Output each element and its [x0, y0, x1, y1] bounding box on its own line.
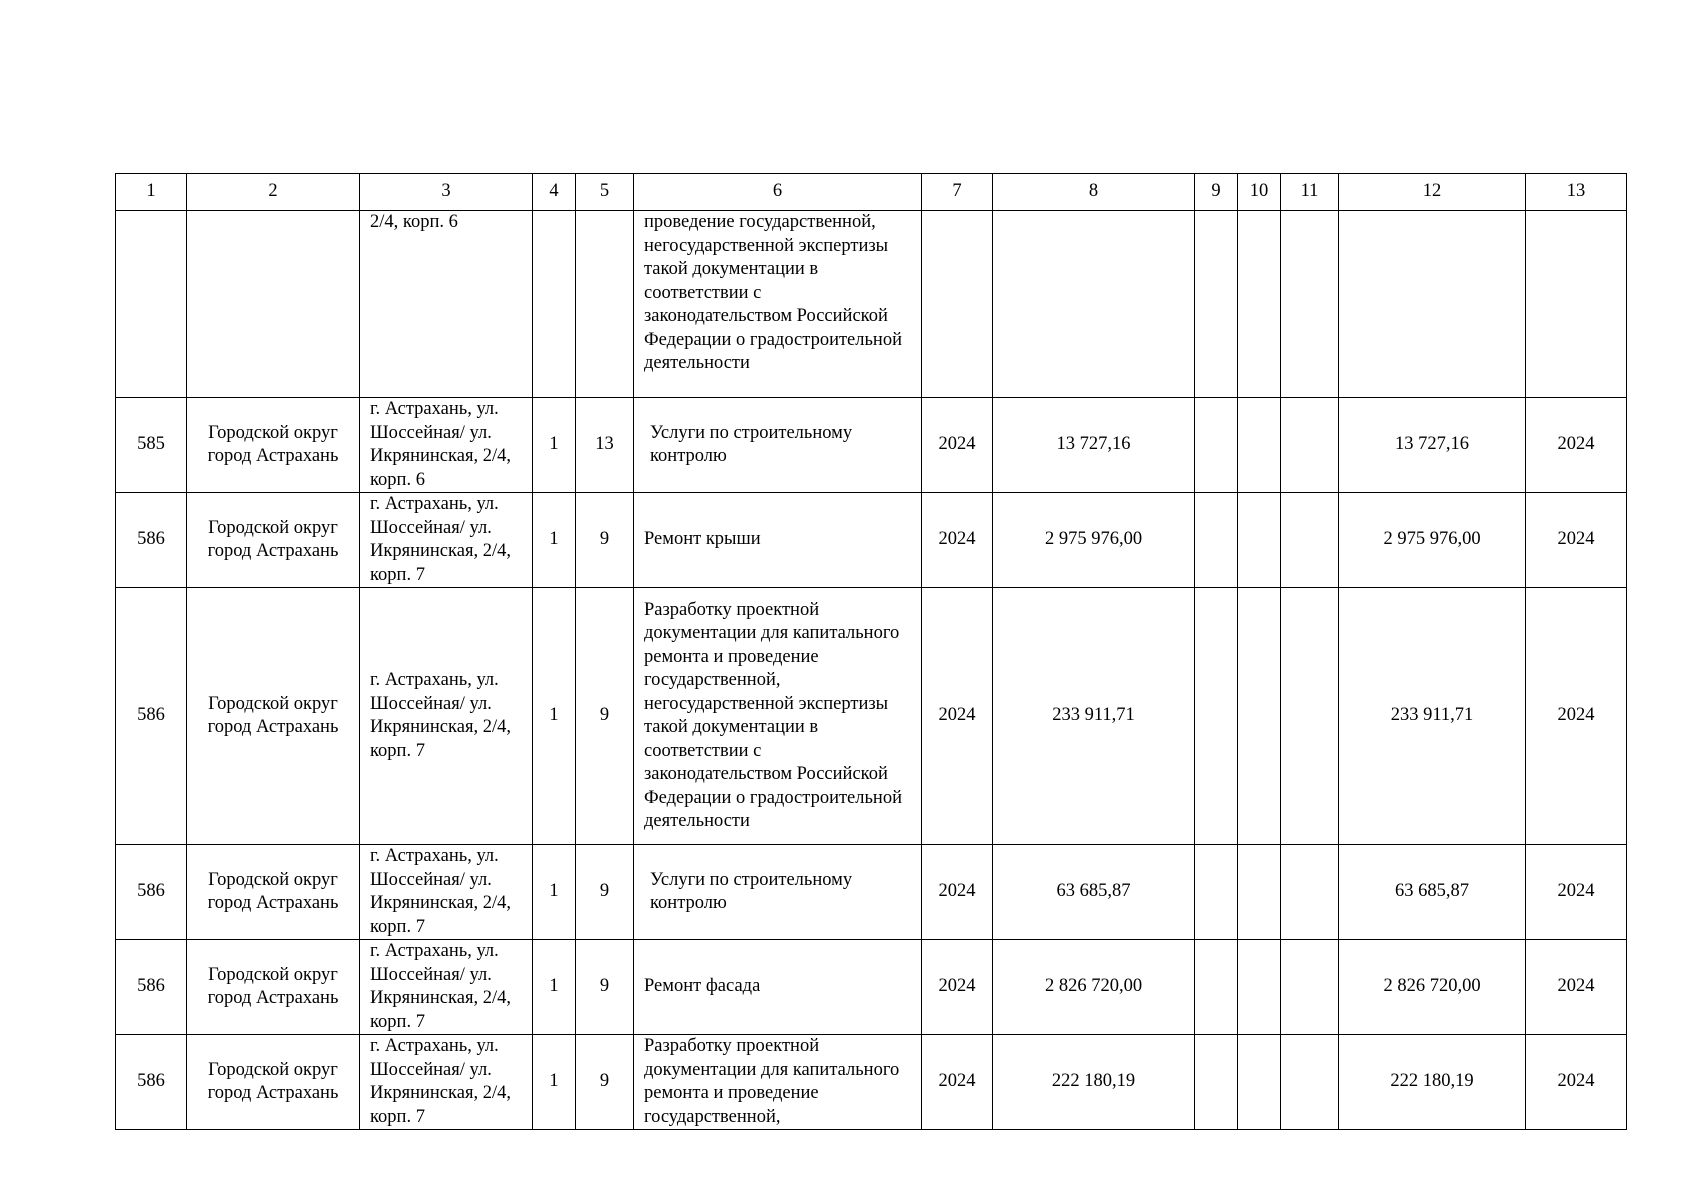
cell-completion-year: 2024: [1526, 398, 1627, 493]
cell-col10: [1238, 493, 1281, 588]
column-header: 13: [1526, 174, 1627, 211]
cell-address: г. Астрахань, ул. Шоссейная/ ул. Икрянинская, 2/4, корп. 7: [360, 940, 533, 1035]
cell-col9: [1195, 493, 1238, 588]
cell-municipality: Городской округ город Астрахань: [187, 1035, 360, 1130]
cell-completion-year: 2024: [1526, 1035, 1627, 1130]
cell-address: 2/4, корп. 6: [360, 211, 533, 398]
cell-number: 586: [116, 1035, 187, 1130]
cell-number: 586: [116, 588, 187, 845]
cell-col10: [1238, 211, 1281, 398]
cell-work-type: Разработку проектной документации для капитального ремонта и проведение государственной, негосударственной экспертизы такой документации в соответствии с законодательством Российской Федерации о градостроительной деятельности: [634, 588, 922, 845]
cell-amount: 63 685,87: [993, 845, 1195, 940]
cell-col11: [1281, 940, 1339, 1035]
column-header: 12: [1339, 174, 1526, 211]
column-header: 6: [634, 174, 922, 211]
column-header: 4: [533, 174, 576, 211]
cell-year: 2024: [922, 940, 993, 1035]
header-row: [116, 174, 1627, 211]
cell-col11: [1281, 211, 1339, 398]
cell-col9: [1195, 588, 1238, 845]
cell-col10: [1238, 398, 1281, 493]
cell-municipality: Городской округ город Астрахань: [187, 493, 360, 588]
cell-col11: [1281, 493, 1339, 588]
cell-col9: [1195, 845, 1238, 940]
cell-amount-total: 2 826 720,00: [1339, 940, 1526, 1035]
cell-amount-total: 63 685,87: [1339, 845, 1526, 940]
cell-amount: 2 826 720,00: [993, 940, 1195, 1035]
cell-address: г. Астрахань, ул. Шоссейная/ ул. Икрянинская, 2/4, корп. 7: [360, 493, 533, 588]
cell-address: г. Астрахань, ул. Шоссейная/ ул. Икрянинская, 2/4, корп. 7: [360, 588, 533, 845]
cell-year: 2024: [922, 1035, 993, 1130]
table-row: [116, 398, 1627, 493]
cell-amount: 222 180,19: [993, 1035, 1195, 1130]
cell-amount-total: 233 911,71: [1339, 588, 1526, 845]
cell-address: г. Астрахань, ул. Шоссейная/ ул. Икрянинская, 2/4, корп. 7: [360, 845, 533, 940]
works-table: [115, 173, 1627, 1130]
table-row: [116, 1035, 1627, 1130]
cell-col10: [1238, 940, 1281, 1035]
cell-col5: 13: [576, 398, 634, 493]
work-type-text: Услуги по строительному контролю: [650, 869, 853, 913]
cell-col5: 9: [576, 588, 634, 845]
cell-completion-year: 2024: [1526, 845, 1627, 940]
column-header: 3: [360, 174, 533, 211]
cell-municipality: Городской округ город Астрахань: [187, 398, 360, 493]
cell-number: 586: [116, 940, 187, 1035]
cell-col9: [1195, 940, 1238, 1035]
cell-col4: [533, 211, 576, 398]
cell-col5: 9: [576, 845, 634, 940]
cell-amount-total: 13 727,16: [1339, 398, 1526, 493]
cell-col4: 1: [533, 845, 576, 940]
cell-col10: [1238, 845, 1281, 940]
cell-col9: [1195, 1035, 1238, 1130]
column-header: 10: [1238, 174, 1281, 211]
cell-work-type: Ремонт крыши: [634, 493, 922, 588]
cell-col4: 1: [533, 940, 576, 1035]
cell-year: 2024: [922, 398, 993, 493]
cell-municipality: Городской округ город Астрахань: [187, 588, 360, 845]
cell-amount-total: 222 180,19: [1339, 1035, 1526, 1130]
cell-amount: 13 727,16: [993, 398, 1195, 493]
cell-col11: [1281, 588, 1339, 845]
cell-col5: 9: [576, 940, 634, 1035]
work-type-text: Услуги по строительному контролю: [650, 422, 853, 466]
cell-amount-total: 2 975 976,00: [1339, 493, 1526, 588]
cell-col9: [1195, 211, 1238, 398]
cell-col4: 1: [533, 588, 576, 845]
cell-col10: [1238, 1035, 1281, 1130]
cell-completion-year: [1526, 211, 1627, 398]
column-header: 5: [576, 174, 634, 211]
cell-number: 586: [116, 493, 187, 588]
cell-completion-year: 2024: [1526, 588, 1627, 845]
cell-number: [116, 211, 187, 398]
column-header: 2: [187, 174, 360, 211]
cell-col5: 9: [576, 493, 634, 588]
cell-col5: 9: [576, 1035, 634, 1130]
cell-municipality: [187, 211, 360, 398]
cell-col11: [1281, 845, 1339, 940]
cell-col4: 1: [533, 1035, 576, 1130]
cell-work-type: Ремонт фасада: [634, 940, 922, 1035]
cell-work-type: [634, 398, 922, 493]
cell-amount: 233 911,71: [993, 588, 1195, 845]
column-header: 8: [993, 174, 1195, 211]
cell-col5: [576, 211, 634, 398]
table-row-continuation: [116, 211, 1627, 398]
cell-amount-total: [1339, 211, 1526, 398]
cell-amount: [993, 211, 1195, 398]
cell-col11: [1281, 1035, 1339, 1130]
cell-year: 2024: [922, 588, 993, 845]
cell-municipality: Городской округ город Астрахань: [187, 940, 360, 1035]
column-header: 7: [922, 174, 993, 211]
column-header: 1: [116, 174, 187, 211]
cell-col10: [1238, 588, 1281, 845]
cell-work-type: [634, 1035, 922, 1130]
table-row: [116, 588, 1627, 845]
cell-address: г. Астрахань, ул. Шоссейная/ ул. Икрянинская, 2/4, корп. 7: [360, 1035, 533, 1130]
table-row: [116, 940, 1627, 1035]
cell-number: 585: [116, 398, 187, 493]
cell-work-type: [634, 845, 922, 940]
cell-address: г. Астрахань, ул. Шоссейная/ ул. Икрянинская, 2/4, корп. 6: [360, 398, 533, 493]
cell-col4: 1: [533, 398, 576, 493]
cell-col11: [1281, 398, 1339, 493]
cell-year: 2024: [922, 493, 993, 588]
cell-completion-year: 2024: [1526, 940, 1627, 1035]
cell-work-type: проведение государственной, негосударственной экспертизы такой документации в соответствии с законодательством Российской Федерации о градостроительной деятельности: [634, 211, 922, 398]
cell-municipality: Городской округ город Астрахань: [187, 845, 360, 940]
work-type-text: Разработку проектной документации для капитального ремонта и проведение государственной,: [644, 1036, 900, 1127]
table-row: [116, 493, 1627, 588]
cell-year: 2024: [922, 845, 993, 940]
cell-col9: [1195, 398, 1238, 493]
table-row: [116, 845, 1627, 940]
cell-year: [922, 211, 993, 398]
column-header: 11: [1281, 174, 1339, 211]
cell-number: 586: [116, 845, 187, 940]
cell-col4: 1: [533, 493, 576, 588]
cell-amount: 2 975 976,00: [993, 493, 1195, 588]
column-header: 9: [1195, 174, 1238, 211]
cell-completion-year: 2024: [1526, 493, 1627, 588]
